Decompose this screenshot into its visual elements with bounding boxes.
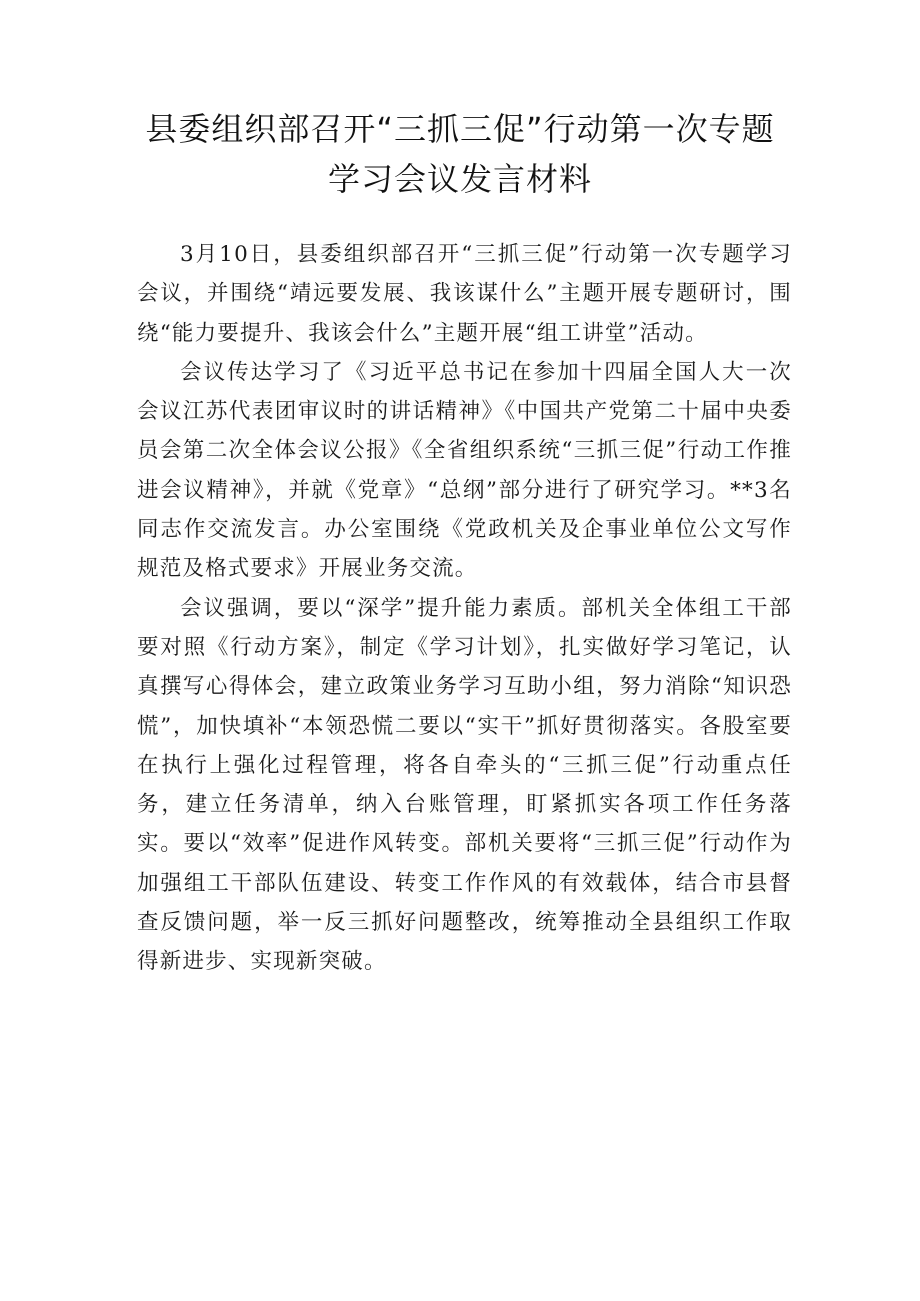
paragraph-1: 3月10日，县委组织部召开“三抓三促”行动第一次专题学习会议，并围绕“靖远要发展、我该谋什么”主题开展专题研讨，围绕“能力要提升、我该会什么”主题开展“组工讲堂”活动。	[137, 242, 792, 346]
paragraph-3: 会议强调，要以“深学”提升能力素质。部机关全体组工干部要对照《行动方案》，制定《学习计划》，扎实做好学习笔记，认真撰写心得体会，建立政策业务学习互助小组，努力消除“知识恐慌”，加快填补“本领恐慌二要以“实干”抓好贯彻落实。各股室要在执行上强化过程管理，将各自牵头的“三抓三促”行动重点任务，建立任务清单，纳入台账管理，盯紧抓实各项工作任务落实。要以“效率”促进作风转变。部机关要将“三抓三促”行动作为加强组工干部队伍建设、转变工作作风的有效载体，结合市县督查反馈问题，举一反三抓好问题整改，统筹推动全县组织工作取得新进步、实现新突破。	[137, 595, 792, 975]
document-title	[120, 104, 800, 204]
title-line-1: 县委组织部召开“三抓三促”行动第一次专题	[145, 110, 775, 148]
title-line-2: 学习会议发言材料	[327, 160, 592, 198]
paragraph-2: 会议传达学习了《习近平总书记在参加十四届全国人大一次会议江苏代表团审议时的讲话精神》《中国共产党第二十届中央委员会第二次全体会议公报》《全省组织系统“三抓三促”行动工作推进会议精神》，并就《党章》“总纲”部分进行了研究学习。**3名同志作交流发言。办公室围绕《党政机关及企事业单位公文写作规范及格式要求》开展业务交流。	[137, 359, 792, 582]
document-body	[137, 235, 792, 982]
